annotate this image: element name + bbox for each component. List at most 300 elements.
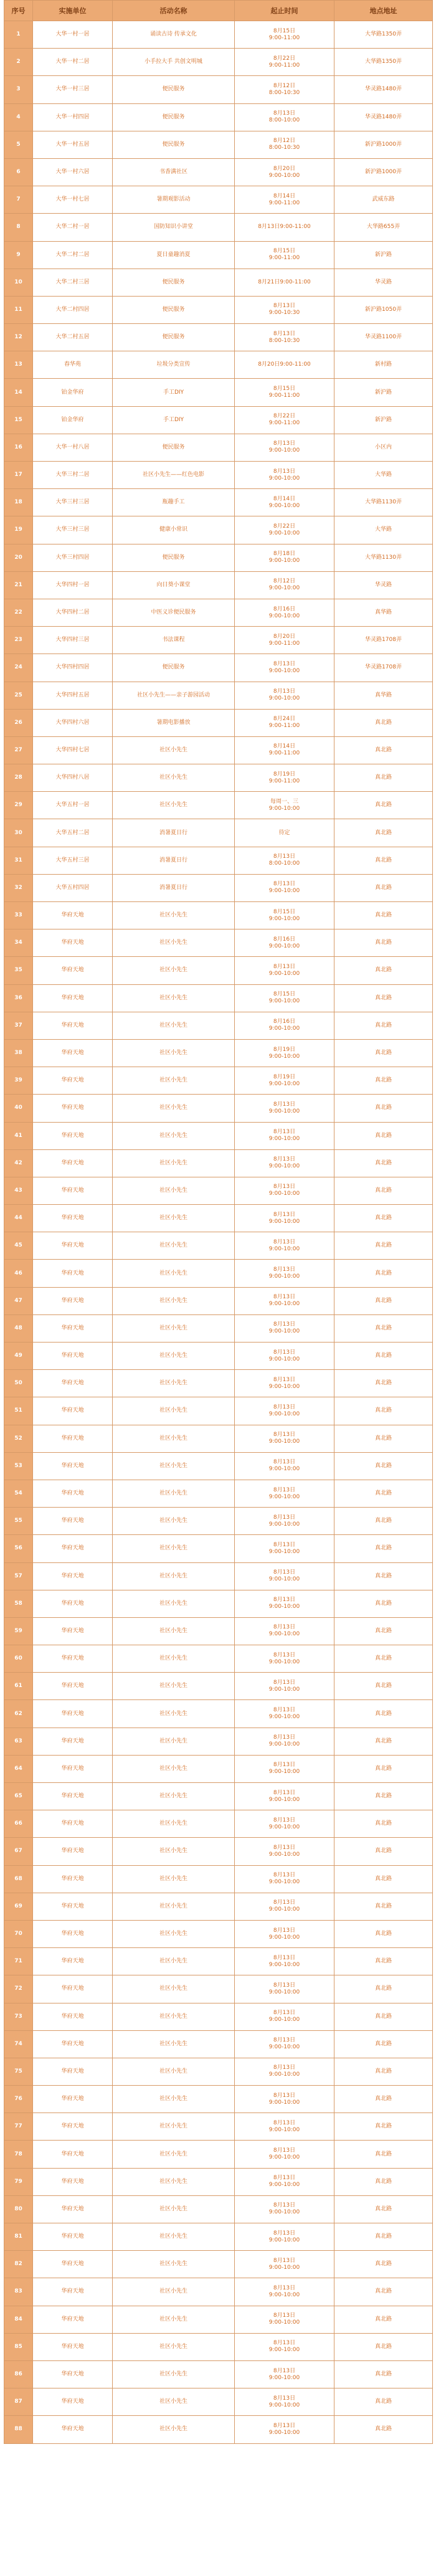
- cell-time: 8月13日 9:00-10:00: [235, 957, 334, 984]
- cell-unit: 大华一村七居: [33, 186, 113, 214]
- cell-activity: 消暑夏日行: [113, 847, 235, 874]
- cell-location: 小区内: [334, 434, 433, 461]
- cell-location: 大华路1130弄: [334, 544, 433, 571]
- cell-unit: 大华二村一居: [33, 214, 113, 241]
- cell-seq: 36: [4, 984, 33, 1012]
- cell-time: 8月21日9:00-11:00: [235, 269, 334, 296]
- table-row: [4, 1508, 433, 1535]
- table-row: [4, 1975, 433, 2003]
- cell-activity: 社区小先生: [113, 1397, 235, 1425]
- cell-activity: 社区小先生: [113, 1370, 235, 1397]
- cell-time: 8月20日 9:00-11:00: [235, 627, 334, 654]
- cell-time: 8月13日 9:00-10:00: [235, 2195, 334, 2223]
- cell-seq: 24: [4, 654, 33, 682]
- table-row: [4, 1425, 433, 1452]
- cell-seq: 48: [4, 1314, 33, 1342]
- cell-seq: 67: [4, 1838, 33, 1865]
- cell-unit: 大华三村三居: [33, 489, 113, 516]
- cell-location: 真北路: [334, 1975, 433, 2003]
- cell-location: 真北路: [334, 792, 433, 819]
- table-row: [4, 1095, 433, 1122]
- cell-seq: 81: [4, 2223, 33, 2251]
- table-row: [4, 2058, 433, 2085]
- cell-seq: 70: [4, 1920, 33, 1947]
- cell-unit: 华府天地: [33, 2333, 113, 2360]
- table-row: [4, 1755, 433, 1782]
- cell-location: 大华路: [334, 516, 433, 544]
- cell-time: 8月13日 9:00-10:00: [235, 874, 334, 901]
- cell-location: 真北路: [334, 2306, 433, 2333]
- cell-activity: 社区小先生——亲子游园活动: [113, 682, 235, 709]
- table-row: [4, 627, 433, 654]
- table-row: [4, 1122, 433, 1149]
- cell-unit: 华府天地: [33, 2086, 113, 2113]
- cell-unit: 华府天地: [33, 1343, 113, 1370]
- cell-unit: 华府天地: [33, 1039, 113, 1067]
- cell-seq: 40: [4, 1095, 33, 1122]
- cell-activity: 社区小先生: [113, 1480, 235, 1507]
- cell-seq: 45: [4, 1232, 33, 1260]
- header-time: 起止时间: [235, 1, 334, 21]
- cell-time: 8月13日 9:00-10:00: [235, 1893, 334, 1920]
- cell-time: 8月13日 9:00-10:00: [235, 1205, 334, 1232]
- cell-activity: 暑期电影播放: [113, 709, 235, 736]
- cell-time: 8月13日 9:00-10:00: [235, 1177, 334, 1204]
- cell-activity: 社区小先生: [113, 1590, 235, 1617]
- cell-time: 8月16日 9:00-10:00: [235, 1012, 334, 1039]
- cell-location: 真北路: [334, 2113, 433, 2141]
- cell-location: 新沪路1000弄: [334, 158, 433, 186]
- cell-location: 真华路: [334, 682, 433, 709]
- table-row: [4, 2333, 433, 2360]
- cell-time: 8月13日 9:00-10:00: [235, 2030, 334, 2058]
- cell-unit: 大华五村四居: [33, 874, 113, 901]
- cell-location: 真北路: [334, 2388, 433, 2416]
- cell-seq: 43: [4, 1177, 33, 1204]
- cell-time: 8月13日 8:00-10:00: [235, 847, 334, 874]
- cell-location: 真北路: [334, 2086, 433, 2113]
- cell-time: 8月13日 9:00-10:00: [235, 2086, 334, 2113]
- cell-activity: 社区小先生: [113, 957, 235, 984]
- cell-activity: 社区小先生: [113, 929, 235, 957]
- cell-activity: 社区小先生: [113, 2223, 235, 2251]
- cell-unit: 华府天地: [33, 1370, 113, 1397]
- cell-location: 新村路: [334, 351, 433, 379]
- cell-activity: 社区小先生: [113, 1122, 235, 1149]
- cell-time: 8月18日 9:00-10:00: [235, 544, 334, 571]
- cell-activity: 向日葵小课堂: [113, 571, 235, 599]
- cell-time: 8月13日 9:00-10:00: [235, 1975, 334, 2003]
- cell-seq: 85: [4, 2333, 33, 2360]
- cell-unit: 华府天地: [33, 1783, 113, 1810]
- cell-unit: 华府天地: [33, 1948, 113, 1975]
- cell-unit: 铂金华府: [33, 406, 113, 434]
- cell-location: 真北路: [334, 2333, 433, 2360]
- cell-unit: 大华四村四居: [33, 654, 113, 682]
- cell-activity: 社区小先生: [113, 1232, 235, 1260]
- cell-seq: 23: [4, 627, 33, 654]
- cell-time: 8月13日 9:00-10:00: [235, 1783, 334, 1810]
- cell-time: 8月13日 9:00-10:00: [235, 1617, 334, 1645]
- cell-time: 8月22日 9:00-10:00: [235, 516, 334, 544]
- cell-unit: 华府天地: [33, 1425, 113, 1452]
- cell-time: 8月13日 9:00-10:00: [235, 1865, 334, 1893]
- table-row: [4, 1673, 433, 1700]
- table-row: [4, 1700, 433, 1728]
- cell-location: 新沪路: [334, 379, 433, 406]
- cell-time: 8月14日 9:00-11:00: [235, 736, 334, 764]
- cell-seq: 34: [4, 929, 33, 957]
- table-row: [4, 131, 433, 158]
- header-unit: 实施单位: [33, 1, 113, 21]
- cell-location: 真北路: [334, 1838, 433, 1865]
- table-row: [4, 1397, 433, 1425]
- cell-location: 新沪路: [334, 406, 433, 434]
- table-row: [4, 736, 433, 764]
- cell-seq: 64: [4, 1755, 33, 1782]
- table-row: [4, 1287, 433, 1314]
- cell-activity: 社区小先生: [113, 1562, 235, 1590]
- cell-seq: 15: [4, 406, 33, 434]
- cell-seq: 44: [4, 1205, 33, 1232]
- cell-location: 真北路: [334, 1810, 433, 1838]
- cell-location: 真北路: [334, 2251, 433, 2278]
- cell-location: 真北路: [334, 819, 433, 847]
- cell-activity: 社区小先生: [113, 1067, 235, 1095]
- cell-time: 8月13日 9:00-10:00: [235, 2333, 334, 2360]
- cell-time: 8月13日 9:00-10:00: [235, 1480, 334, 1507]
- cell-time: 8月13日 9:00-10:00: [235, 1562, 334, 1590]
- cell-activity: 便民服务: [113, 324, 235, 351]
- cell-seq: 22: [4, 599, 33, 626]
- cell-time: 8月13日 9:00-10:00: [235, 1314, 334, 1342]
- table-row: [4, 792, 433, 819]
- cell-location: 真北路: [334, 1149, 433, 1177]
- cell-time: 8月19日 9:00-10:00: [235, 1067, 334, 1095]
- table-row: [4, 1314, 433, 1342]
- cell-unit: 大华四村五居: [33, 682, 113, 709]
- cell-time: 8月13日 9:00-10:00: [235, 1673, 334, 1700]
- cell-activity: 社区小先生: [113, 2058, 235, 2085]
- cell-unit: 华府天地: [33, 1728, 113, 1755]
- cell-unit: 华府天地: [33, 1260, 113, 1287]
- table-row: [4, 103, 433, 131]
- cell-seq: 86: [4, 2360, 33, 2388]
- cell-time: 8月13日 9:00-10:00: [235, 1425, 334, 1452]
- cell-activity: 便民服务: [113, 544, 235, 571]
- cell-unit: 华府天地: [33, 2141, 113, 2168]
- cell-location: 真北路: [334, 929, 433, 957]
- cell-time: 8月15日 9:00-11:00: [235, 21, 334, 49]
- cell-unit: 大华五村一居: [33, 792, 113, 819]
- cell-time: 8月13日 9:00-10:00: [235, 1149, 334, 1177]
- cell-seq: 49: [4, 1343, 33, 1370]
- cell-seq: 26: [4, 709, 33, 736]
- cell-location: 真北路: [334, 2003, 433, 2030]
- cell-location: 华灵路1100弄: [334, 324, 433, 351]
- cell-seq: 66: [4, 1810, 33, 1838]
- cell-seq: 79: [4, 2168, 33, 2195]
- cell-unit: 华府天地: [33, 2195, 113, 2223]
- cell-time: 8月12日 8:00-10:30: [235, 76, 334, 103]
- cell-time: 8月13日 9:00-10:00: [235, 1948, 334, 1975]
- cell-unit: 华府天地: [33, 2306, 113, 2333]
- cell-unit: 华府天地: [33, 2168, 113, 2195]
- cell-unit: 华府天地: [33, 984, 113, 1012]
- cell-seq: 17: [4, 462, 33, 489]
- cell-activity: 便民服务: [113, 76, 235, 103]
- cell-time: 8月13日 9:00-10:00: [235, 1452, 334, 1480]
- cell-activity: 暑期观影活动: [113, 186, 235, 214]
- cell-time: 8月22日 9:00-11:00: [235, 406, 334, 434]
- cell-time: 8月16日 9:00-10:00: [235, 929, 334, 957]
- cell-time: 8月12日 8:00-10:30: [235, 131, 334, 158]
- cell-unit: 华府天地: [33, 1535, 113, 1562]
- cell-unit: 华府天地: [33, 1287, 113, 1314]
- cell-location: 真北路: [334, 874, 433, 901]
- cell-seq: 39: [4, 1067, 33, 1095]
- cell-seq: 11: [4, 296, 33, 323]
- table-row: [4, 2306, 433, 2333]
- cell-location: 真北路: [334, 2360, 433, 2388]
- cell-location: 真北路: [334, 1535, 433, 1562]
- activity-schedule-sheet: [4, 0, 432, 2444]
- table-row: [4, 929, 433, 957]
- table-row: [4, 1948, 433, 1975]
- cell-unit: 华府天地: [33, 2058, 113, 2085]
- cell-location: 真北路: [334, 2223, 433, 2251]
- cell-unit: 大华五村二居: [33, 819, 113, 847]
- table-row: [4, 49, 433, 76]
- cell-location: 真北路: [334, 847, 433, 874]
- cell-location: 真北路: [334, 2058, 433, 2085]
- cell-location: 真北路: [334, 2030, 433, 2058]
- cell-location: 大华路1350弄: [334, 49, 433, 76]
- cell-seq: 61: [4, 1673, 33, 1700]
- table-row: [4, 1920, 433, 1947]
- cell-seq: 52: [4, 1425, 33, 1452]
- cell-seq: 54: [4, 1480, 33, 1507]
- cell-time: 8月16日 9:00-10:00: [235, 599, 334, 626]
- cell-seq: 6: [4, 158, 33, 186]
- cell-time: 8月13日 8:00-10:00: [235, 103, 334, 131]
- cell-unit: 华府天地: [33, 1810, 113, 1838]
- cell-seq: 84: [4, 2306, 33, 2333]
- cell-unit: 大华二村二居: [33, 241, 113, 269]
- cell-seq: 72: [4, 1975, 33, 2003]
- cell-activity: 社区小先生: [113, 1205, 235, 1232]
- cell-activity: 社区小先生: [113, 1838, 235, 1865]
- cell-activity: 社区小先生: [113, 1012, 235, 1039]
- cell-unit: 大华一村四居: [33, 103, 113, 131]
- cell-time: 8月13日 9:00-10:00: [235, 2168, 334, 2195]
- cell-time: 8月15日 9:00-10:00: [235, 984, 334, 1012]
- cell-seq: 50: [4, 1370, 33, 1397]
- cell-unit: 大华一村一居: [33, 21, 113, 49]
- cell-time: 8月13日 9:00-10:00: [235, 1755, 334, 1782]
- cell-time: 8月13日 9:00-10:00: [235, 1095, 334, 1122]
- cell-unit: 华府天地: [33, 1590, 113, 1617]
- cell-unit: 华府天地: [33, 1893, 113, 1920]
- cell-time: 8月13日 9:00-10:00: [235, 2416, 334, 2443]
- cell-location: 真北路: [334, 764, 433, 792]
- cell-unit: 大华一村六居: [33, 158, 113, 186]
- cell-location: 真北路: [334, 2416, 433, 2443]
- cell-time: 8月15日 9:00-11:00: [235, 241, 334, 269]
- table-row: [4, 158, 433, 186]
- table-row: [4, 847, 433, 874]
- table-row: [4, 2416, 433, 2443]
- cell-unit: 华府天地: [33, 2030, 113, 2058]
- cell-activity: 社区小先生: [113, 1865, 235, 1893]
- cell-location: 大华路655弄: [334, 214, 433, 241]
- table-row: [4, 379, 433, 406]
- table-row: [4, 2113, 433, 2141]
- cell-activity: 便民服务: [113, 434, 235, 461]
- cell-activity: 社区小先生: [113, 736, 235, 764]
- cell-unit: 华府天地: [33, 1645, 113, 1673]
- cell-unit: 大华四村三居: [33, 627, 113, 654]
- cell-activity: 社区小先生: [113, 1810, 235, 1838]
- cell-location: 真北路: [334, 1728, 433, 1755]
- table-row: [4, 1535, 433, 1562]
- cell-seq: 16: [4, 434, 33, 461]
- cell-activity: 诵读古诗 传承文化: [113, 21, 235, 49]
- cell-time: 8月13日 9:00-10:00: [235, 1838, 334, 1865]
- cell-location: 华灵路1708弄: [334, 627, 433, 654]
- cell-seq: 29: [4, 792, 33, 819]
- cell-seq: 33: [4, 902, 33, 929]
- cell-location: 武威东路: [334, 186, 433, 214]
- cell-location: 真北路: [334, 1067, 433, 1095]
- cell-time: 8月13日 9:00-10:00: [235, 1122, 334, 1149]
- cell-unit: 华府天地: [33, 1067, 113, 1095]
- table-body: [4, 21, 433, 2444]
- table-row: [4, 186, 433, 214]
- cell-seq: 77: [4, 2113, 33, 2141]
- cell-activity: 社区小先生: [113, 1095, 235, 1122]
- cell-location: 真北路: [334, 1397, 433, 1425]
- cell-time: 8月13日 9:00-10:00: [235, 1260, 334, 1287]
- table-row: [4, 241, 433, 269]
- cell-seq: 38: [4, 1039, 33, 1067]
- cell-location: 真北路: [334, 957, 433, 984]
- table-row: [4, 902, 433, 929]
- cell-location: 真北路: [334, 1562, 433, 1590]
- cell-time: 8月13日 9:00-10:00: [235, 1397, 334, 1425]
- table-row: [4, 709, 433, 736]
- cell-seq: 60: [4, 1645, 33, 1673]
- cell-time: 8月13日 9:00-10:00: [235, 1370, 334, 1397]
- table-row: [4, 2223, 433, 2251]
- cell-location: 新沪路: [334, 241, 433, 269]
- table-row: [4, 1728, 433, 1755]
- cell-time: 8月13日 9:00-10:00: [235, 2306, 334, 2333]
- cell-location: 真北路: [334, 1012, 433, 1039]
- cell-activity: 便民服务: [113, 296, 235, 323]
- cell-activity: 社区小先生: [113, 2030, 235, 2058]
- cell-unit: 华府天地: [33, 1562, 113, 1590]
- cell-location: 真北路: [334, 1095, 433, 1122]
- table-row: [4, 406, 433, 434]
- cell-activity: 国防知识小讲堂: [113, 214, 235, 241]
- cell-seq: 58: [4, 1590, 33, 1617]
- cell-time: 每周一、三 9:00-10:00: [235, 792, 334, 819]
- cell-location: 华灵路1708弄: [334, 654, 433, 682]
- table-row: [4, 2360, 433, 2388]
- cell-unit: 华府天地: [33, 2223, 113, 2251]
- table-row: [4, 1865, 433, 1893]
- cell-location: 真北路: [334, 1700, 433, 1728]
- cell-seq: 5: [4, 131, 33, 158]
- cell-time: 8月24日 9:00-11:00: [235, 709, 334, 736]
- cell-seq: 55: [4, 1508, 33, 1535]
- cell-location: 真北路: [334, 736, 433, 764]
- cell-unit: 华府天地: [33, 1149, 113, 1177]
- cell-unit: 大华一村八居: [33, 434, 113, 461]
- cell-seq: 68: [4, 1865, 33, 1893]
- cell-seq: 30: [4, 819, 33, 847]
- cell-unit: 华府天地: [33, 1012, 113, 1039]
- cell-seq: 10: [4, 269, 33, 296]
- table-row: [4, 984, 433, 1012]
- table-row: [4, 489, 433, 516]
- cell-seq: 76: [4, 2086, 33, 2113]
- cell-activity: 社区小先生: [113, 2360, 235, 2388]
- table-row: [4, 819, 433, 847]
- table-row: [4, 516, 433, 544]
- cell-activity: 社区小先生: [113, 1920, 235, 1947]
- cell-location: 大华路1350弄: [334, 21, 433, 49]
- cell-activity: 社区小先生: [113, 1700, 235, 1728]
- cell-seq: 47: [4, 1287, 33, 1314]
- cell-seq: 71: [4, 1948, 33, 1975]
- cell-unit: 华府天地: [33, 1232, 113, 1260]
- table-row: [4, 874, 433, 901]
- cell-activity: 书香满社区: [113, 158, 235, 186]
- cell-seq: 20: [4, 544, 33, 571]
- cell-unit: 大华三村二居: [33, 462, 113, 489]
- cell-time: 8月19日 9:00-10:00: [235, 1039, 334, 1067]
- cell-seq: 87: [4, 2388, 33, 2416]
- cell-unit: 大华一村二居: [33, 49, 113, 76]
- cell-location: 华灵路: [334, 571, 433, 599]
- cell-seq: 37: [4, 1012, 33, 1039]
- cell-activity: 便民服务: [113, 654, 235, 682]
- cell-location: 真北路: [334, 1260, 433, 1287]
- cell-unit: 华府天地: [33, 929, 113, 957]
- cell-unit: 大华四村六居: [33, 709, 113, 736]
- cell-activity: 社区小先生: [113, 1948, 235, 1975]
- cell-location: 真北路: [334, 709, 433, 736]
- cell-location: 真北路: [334, 1783, 433, 1810]
- table-row: [4, 462, 433, 489]
- table-row: [4, 1480, 433, 1507]
- table-row: [4, 2086, 433, 2113]
- table-row: [4, 1177, 433, 1204]
- table-row: [4, 1012, 433, 1039]
- cell-seq: 73: [4, 2003, 33, 2030]
- cell-time: 8月20日 9:00-10:00: [235, 158, 334, 186]
- cell-activity: 社区小先生: [113, 1755, 235, 1782]
- table-row: [4, 1562, 433, 1590]
- cell-activity: 社区小先生: [113, 1975, 235, 2003]
- cell-location: 真北路: [334, 1314, 433, 1342]
- table-row: [4, 544, 433, 571]
- table-row: [4, 764, 433, 792]
- cell-activity: 社区小先生: [113, 2195, 235, 2223]
- cell-activity: 社区小先生: [113, 902, 235, 929]
